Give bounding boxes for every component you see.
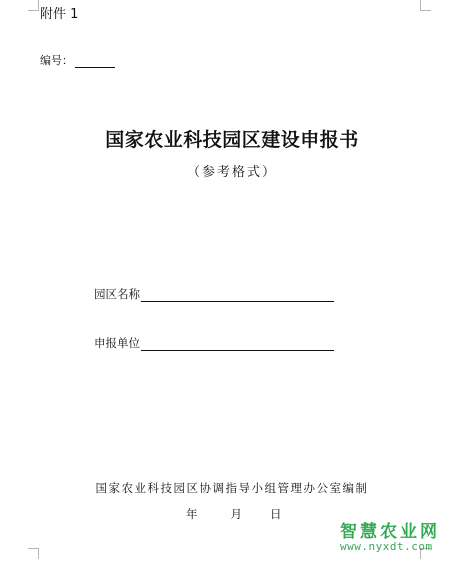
page-corner-mark — [28, 548, 39, 559]
date-line — [186, 506, 282, 522]
attachment-label: 附件 1 — [40, 7, 79, 22]
watermark-logo: 智慧农业网 — [340, 522, 440, 542]
date-month-label: 月 — [230, 507, 242, 521]
applicant-unit-blank — [141, 337, 334, 351]
date-day-label: 日 — [270, 507, 282, 521]
park-name-label: 园区名称 — [94, 287, 140, 301]
document-title: 国家农业科技园区建设申报书 — [105, 129, 359, 151]
page-corner-mark — [28, 0, 39, 11]
applicant-unit-label: 申报单位 — [94, 336, 140, 350]
serial-number-field — [40, 52, 115, 68]
compiler-line: 国家农业科技园区协调指导小组管理办公室编制 — [95, 481, 369, 495]
serial-number-label: 编号： — [40, 54, 73, 67]
park-name-blank — [141, 288, 334, 302]
document-subtitle: （参考格式） — [186, 165, 277, 180]
date-year-label: 年 — [186, 507, 198, 521]
watermark-url: www.nyxdt.com — [340, 540, 433, 553]
serial-number-blank — [75, 55, 115, 68]
park-name-field — [94, 286, 334, 302]
page-corner-mark — [420, 0, 431, 11]
applicant-unit-field — [94, 335, 334, 351]
